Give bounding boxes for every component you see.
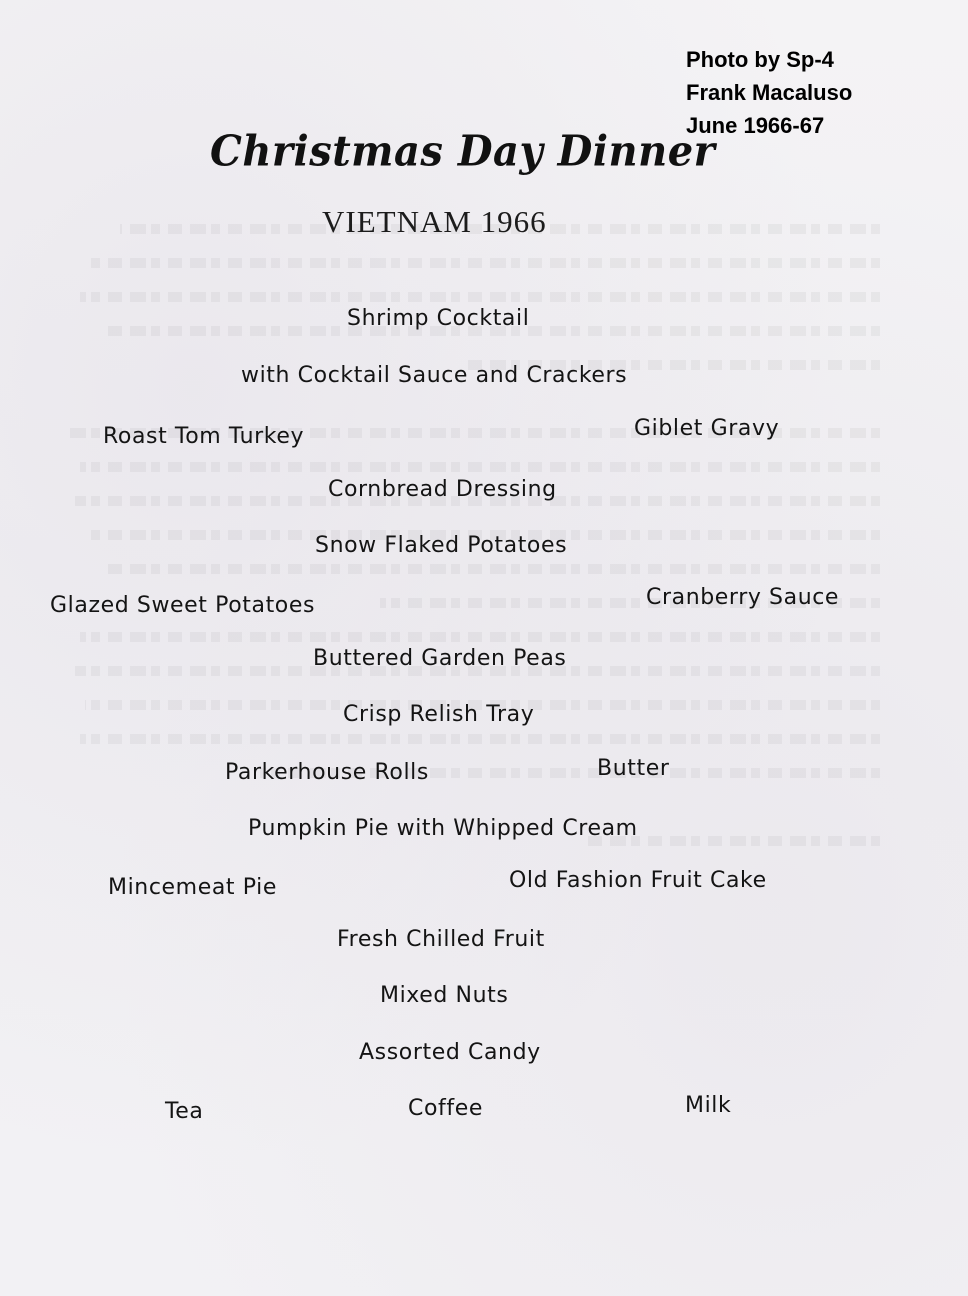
menu-item-butter: Butter [597, 756, 670, 781]
menu-item-cocktail-sauce: with Cocktail Sauce and Crackers [241, 363, 628, 388]
menu-item-cornbread-dressing: Cornbread Dressing [328, 477, 557, 502]
menu-item-candy: Assorted Candy [359, 1040, 541, 1065]
menu-item-milk: Milk [685, 1093, 732, 1118]
menu-item-fruit-cake: Old Fashion Fruit Cake [509, 868, 767, 893]
menu-item-tea: Tea [165, 1099, 204, 1124]
menu-item-snow-potatoes: Snow Flaked Potatoes [315, 533, 568, 558]
menu-title: Christmas Day Dinner [210, 126, 716, 177]
menu-item-sweet-potatoes: Glazed Sweet Potatoes [50, 593, 316, 618]
menu-subtitle: VIETNAM 1966 [322, 204, 547, 239]
menu-item-pumpkin-pie: Pumpkin Pie with Whipped Cream [248, 816, 638, 841]
menu-item-chilled-fruit: Fresh Chilled Fruit [337, 927, 545, 952]
photo-credit-line-2: Frank Macaluso [686, 80, 853, 105]
menu-item-mincemeat-pie: Mincemeat Pie [108, 875, 277, 900]
menu-item-relish-tray: Crisp Relish Tray [343, 702, 535, 727]
menu-item-roast-turkey: Roast Tom Turkey [103, 424, 305, 449]
menu-item-giblet-gravy: Giblet Gravy [634, 416, 780, 441]
menu-item-garden-peas: Buttered Garden Peas [313, 646, 567, 671]
menu-item-mixed-nuts: Mixed Nuts [380, 983, 509, 1008]
menu-item-coffee: Coffee [408, 1096, 483, 1121]
menu-item-rolls: Parkerhouse Rolls [225, 760, 429, 785]
menu-item-shrimp-cocktail: Shrimp Cocktail [347, 306, 530, 331]
menu-item-cranberry-sauce: Cranberry Sauce [646, 585, 840, 610]
photo-credit-line-1: Photo by Sp-4 [686, 47, 834, 72]
photo-credit-line-3: June 1966-67 [686, 113, 825, 138]
